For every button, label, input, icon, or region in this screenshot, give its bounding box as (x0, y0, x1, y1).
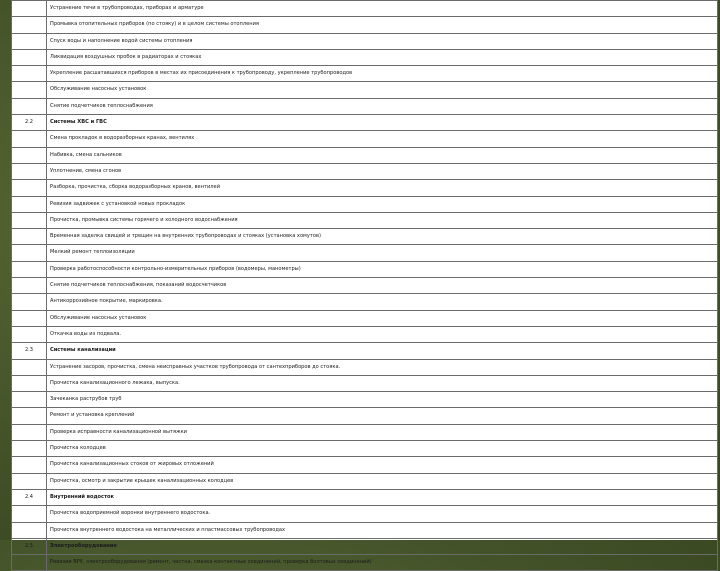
table-row (12, 261, 718, 277)
table-row (12, 278, 718, 294)
table-row (12, 17, 718, 33)
work-description-cell: Промывка отопительных приборов (по стояку) и в целом системы отопления (47, 17, 718, 33)
work-description-cell: Обслуживание насосных установок (47, 82, 718, 98)
row-number-cell (12, 98, 47, 114)
work-description-cell: Прочистка, промывка системы горячего и холодного водоснабжения (47, 212, 718, 228)
row-number-cell (12, 424, 47, 440)
work-description-cell: Прочистка внутреннего водостока на металлических и пластмассовых трубопроводах (47, 522, 718, 538)
row-number-cell (12, 163, 47, 179)
work-description-cell: Прочистка канализационного лежака, выпуска. (47, 375, 718, 391)
row-number-cell (12, 294, 47, 310)
row-number-cell (12, 33, 47, 49)
row-number-cell (12, 441, 47, 457)
table-row (12, 245, 718, 261)
table-row (12, 163, 718, 179)
row-number-cell (12, 229, 47, 245)
row-number-cell (12, 147, 47, 163)
section-title-cell: Электрооборудование (47, 538, 718, 554)
table-row (12, 212, 718, 228)
table-row (12, 131, 718, 147)
row-number-cell (12, 180, 47, 196)
row-number-cell (12, 17, 47, 33)
work-description-cell: Снятие подчетчиков теплоснабжения (47, 98, 718, 114)
table-row (12, 441, 718, 457)
row-number-cell (12, 408, 47, 424)
row-number-cell (12, 506, 47, 522)
row-number-cell (12, 555, 47, 571)
table-row (12, 180, 718, 196)
table-row (12, 408, 718, 424)
table-row (12, 294, 718, 310)
work-description-cell: Временная заделка свищей и трещин на внутренних трубопроводах и стояках (установка хомутов) (47, 229, 718, 245)
table-row (12, 473, 718, 489)
table-row (12, 82, 718, 98)
row-number-cell (12, 212, 47, 228)
section-row (12, 489, 718, 505)
section-row (12, 343, 718, 359)
work-description-cell: Прочистка канализационных стоков от жировых отложений (47, 457, 718, 473)
table-row (12, 49, 718, 65)
work-description-cell: Уплотнение, смена сгонов (47, 163, 718, 179)
table-row (12, 506, 718, 522)
work-description-cell: Мелкий ремонт теплоизоляции (47, 245, 718, 261)
section-title-cell: Системы ХВС и ГВС (47, 115, 718, 131)
work-description-cell: Ликвидация воздушных пробок в радиаторах и стояках (47, 49, 718, 65)
work-description-cell: Снятие подчетчиков теплоснабжения, показаний водосчетчиков (47, 278, 718, 294)
table-row (12, 555, 718, 571)
table-row (12, 229, 718, 245)
work-description-cell: Прочистка водоприемной воронки внутреннего водостока. (47, 506, 718, 522)
work-description-cell: Проверка работоспособности контрольно-измерительных приборов (водомеры, манометры) (47, 261, 718, 277)
row-number-cell: 2.4 (12, 489, 47, 505)
work-description-cell: Проверка исправности канализационной вытяжки (47, 424, 718, 440)
row-number-cell (12, 473, 47, 489)
work-description-cell: Спуск воды и наполнение водой системы отопления (47, 33, 718, 49)
row-number-cell (12, 326, 47, 342)
row-number-cell (12, 82, 47, 98)
table-row (12, 359, 718, 375)
row-number-cell (12, 1, 47, 17)
work-description-cell: Ревизия ВРУ, электрооборудования (ремонт, чистка, смазка контактных соединений, проверка болтовых соединений) (47, 555, 718, 571)
row-number-cell (12, 457, 47, 473)
work-description-cell: Обслуживание насосных установок (47, 310, 718, 326)
row-number-cell (12, 196, 47, 212)
table-row (12, 66, 718, 82)
work-description-cell: Прочистка, осмотр и закрытие крышек канализационных колодцев (47, 473, 718, 489)
table-row (12, 424, 718, 440)
works-table (11, 0, 718, 571)
table-row (12, 196, 718, 212)
table-row (12, 326, 718, 342)
table-row (12, 457, 718, 473)
table-row (12, 33, 718, 49)
row-number-cell (12, 131, 47, 147)
work-description-cell: Прочистка колодцев (47, 441, 718, 457)
row-number-cell (12, 392, 47, 408)
table-row (12, 98, 718, 114)
row-number-cell (12, 375, 47, 391)
work-description-cell: Устранение засоров, прочистка, смена неисправных участков трубопровода от сантехприборов до стояка. (47, 359, 718, 375)
table-row (12, 392, 718, 408)
row-number-cell (12, 310, 47, 326)
work-description-cell: Смена прокладок в водоразборных кранах, вентилях (47, 131, 718, 147)
work-description-cell: Укрепление расшатавшихся приборов в местах их присоединения к трубопроводу, укрепление трубопроводов (47, 66, 718, 82)
document-sheet (11, 0, 717, 566)
work-description-cell: Зачеканка раструбов труб (47, 392, 718, 408)
table-row (12, 310, 718, 326)
work-description-cell: Устранение течи в трубопроводах, приборах и арматуре (47, 1, 718, 17)
row-number-cell (12, 245, 47, 261)
section-title-cell: Внутренний водосток (47, 489, 718, 505)
row-number-cell: 2.3 (12, 343, 47, 359)
table-row (12, 375, 718, 391)
table-row (12, 522, 718, 538)
work-description-cell: Ремонт и установка креплений (47, 408, 718, 424)
row-number-cell (12, 359, 47, 375)
work-description-cell: Набивка, смена сальников (47, 147, 718, 163)
works-table-body (12, 1, 718, 571)
table-row (12, 1, 718, 17)
row-number-cell (12, 66, 47, 82)
work-description-cell: Ревизия задвижек с установкой новых прокладок (47, 196, 718, 212)
row-number-cell (12, 278, 47, 294)
row-number-cell (12, 522, 47, 538)
work-description-cell: Антикоррозийное покрытие, маркировка. (47, 294, 718, 310)
row-number-cell (12, 261, 47, 277)
work-description-cell: Разборка, прочистка, сборка водоразборных кранов, вентилей (47, 180, 718, 196)
table-row (12, 147, 718, 163)
row-number-cell: 2.5 (12, 538, 47, 554)
row-number-cell (12, 49, 47, 65)
section-title-cell: Системы канализации (47, 343, 718, 359)
section-row (12, 538, 718, 554)
section-row (12, 115, 718, 131)
work-description-cell: Откачка воды из подвала. (47, 326, 718, 342)
row-number-cell: 2.2 (12, 115, 47, 131)
